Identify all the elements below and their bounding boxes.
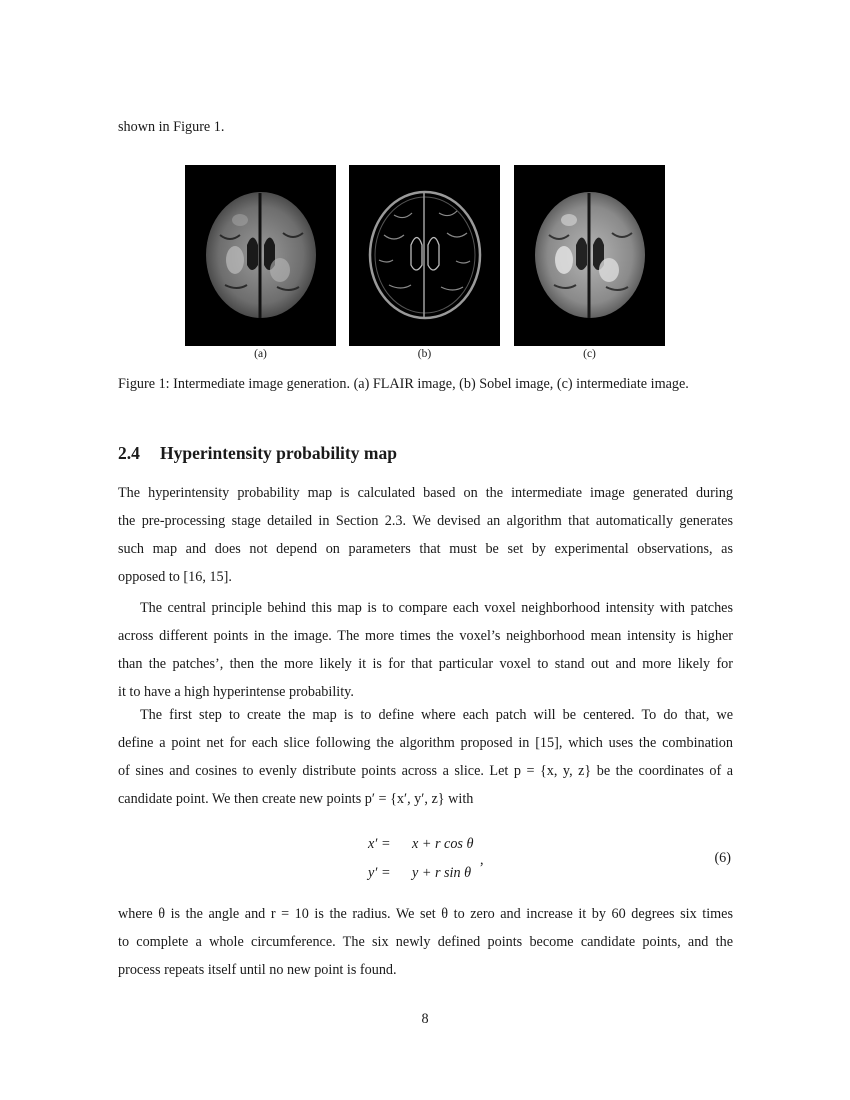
subfigure-label-c: (c) bbox=[583, 348, 596, 360]
paragraph-line: it to have a high hyperintense probability. bbox=[118, 684, 354, 700]
section-number: 2.4 bbox=[118, 443, 140, 463]
figure-1 bbox=[185, 165, 665, 347]
paragraph-line: define a point net for each slice following the algorithm proposed in [15], which uses the combination bbox=[118, 735, 733, 751]
equation-number: (6) bbox=[714, 850, 731, 866]
paragraph-line: the pre-processing stage detailed in Section 2.3. We devised an algorithm that automatically generates bbox=[118, 513, 733, 529]
paragraph-4 bbox=[118, 900, 733, 984]
paragraph-line: than the patches’, then the more likely it is for that particular voxel to stand out and more likely for bbox=[118, 656, 733, 672]
page-number: 8 bbox=[421, 1011, 429, 1027]
paragraph-3 bbox=[118, 701, 733, 813]
sobel-image bbox=[349, 165, 500, 346]
paragraph-line: where θ is the angle and r = 10 is the radius. We set θ to zero and increase it by 60 degrees six times bbox=[118, 906, 733, 922]
paragraph-line: The first step to create the map is to define where each patch will be centered. To do that, we bbox=[140, 707, 733, 723]
equation-6 bbox=[118, 832, 733, 892]
paragraph-line: The hyperintensity probability map is calculated based on the intermediate image generated during bbox=[118, 485, 733, 501]
equation-line2-rhs: y + r sin θ bbox=[412, 865, 472, 881]
section-heading bbox=[118, 443, 397, 464]
equation-line1-rhs: x + r cos θ bbox=[412, 836, 474, 852]
equation-comma: , bbox=[480, 852, 484, 868]
paragraph-line: opposed to [16, 15]. bbox=[118, 569, 232, 585]
paragraph-line: process repeats itself until no new point is found. bbox=[118, 962, 397, 978]
paragraph-line: candidate point. We then create new points p′ = {x′, y′, z} with bbox=[118, 791, 474, 807]
equation-line1-lhs: x′ = bbox=[368, 836, 391, 852]
paragraph-2 bbox=[118, 594, 733, 706]
intermediate-image bbox=[514, 165, 665, 346]
paragraph-line: across different points in the image. The more times the voxel’s neighborhood mean intensity is higher bbox=[118, 628, 733, 644]
equation-line2-lhs: y′ = bbox=[368, 865, 391, 881]
paragraph-line: such map and does not depend on parameters that must be set by experimental observations, as bbox=[118, 541, 733, 557]
paragraph-line: of sines and cosines to evenly distribute points across a slice. Let p = {x, y, z} be the coordinates of a bbox=[118, 763, 733, 779]
paragraph-1 bbox=[118, 479, 733, 591]
subfigure-label-a: (a) bbox=[254, 348, 267, 360]
paragraph-line: The central principle behind this map is to compare each voxel neighborhood intensity with patches bbox=[140, 600, 733, 616]
intro-text: shown in Figure 1. bbox=[118, 119, 225, 135]
subfigure-label-b: (b) bbox=[417, 348, 432, 360]
figure-caption: Figure 1: Intermediate image generation. (a) FLAIR image, (b) Sobel image, (c) intermediate image. bbox=[118, 376, 689, 392]
flair-image bbox=[185, 165, 336, 346]
section-title: Hyperintensity probability map bbox=[160, 443, 397, 463]
paragraph-line: to complete a whole circumference. The six newly defined points become candidate points, and the bbox=[118, 934, 733, 950]
